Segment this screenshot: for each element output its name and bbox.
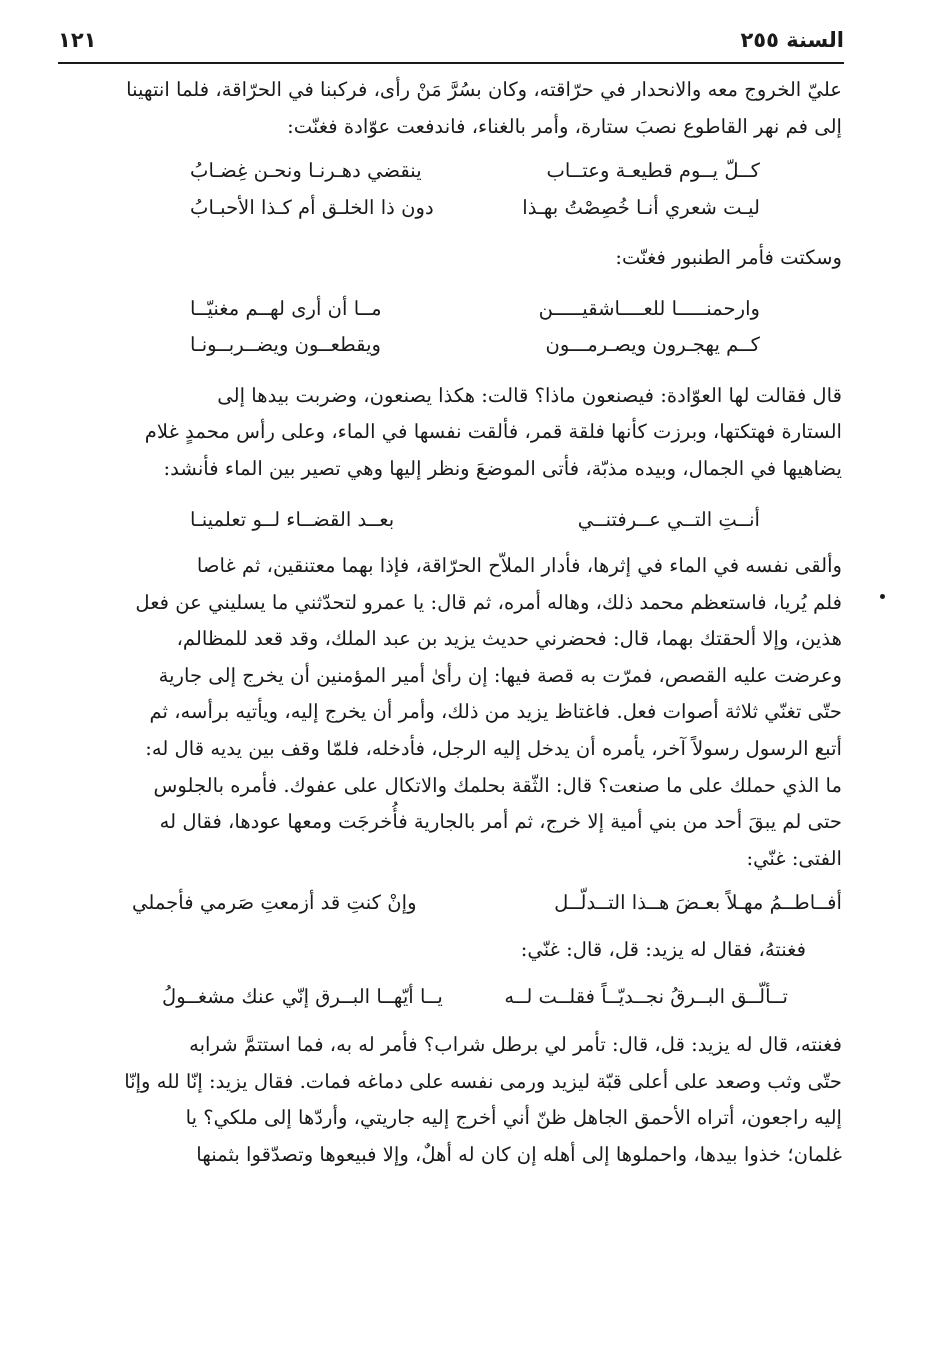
text-line: غلمان؛ خذوا بيدها، واحملوها إلى أهله إن كان له أهلٌ، وإلا فبيعوها وتصدّقوا بثمنها <box>196 1142 842 1166</box>
verse-first-hemistich: كــم يهجـرون ويصـرمـــون <box>545 333 760 357</box>
poem-5 <box>62 979 842 1016</box>
running-title-year: السنة ٢٥٥ <box>740 28 844 52</box>
text-line: حتّى وثب وصعد على أعلى قبّة ليزيد ورمى نفسه على دماغه فمات. فقال يزيد: إنّا لله وإنّا <box>124 1069 842 1093</box>
verse-line <box>62 153 842 190</box>
paragraph-1 <box>62 72 842 145</box>
verse-second-hemistich: ويقطعــون ويضــربــونـا <box>190 333 381 357</box>
poem-2 <box>62 291 842 364</box>
text-line: قال فقالت لها العوّادة: فيصنعون ماذا؟ قالت: هكذا يصنعون، وضربت بيدها إلى <box>217 383 842 407</box>
text-line: حتى لم يبقَ أحد من بني أمية إلا خرج، ثم أمر بالجارية فأُخرجَت ومعها عودها، فقال له <box>159 810 842 834</box>
header-rule <box>58 62 844 64</box>
text-line: وألقى نفسه في الماء في إثرها، فأدار الملاّح الحرّاقة، فإذا بهما معتنقين، ثم غاصا <box>196 554 842 578</box>
verse-first-hemistich: ليـت شعري أنـا خُصِصْتُ بهـذا <box>522 195 760 219</box>
verse-line <box>62 502 842 539</box>
verse-second-hemistich: مــا أن أرى لهــم مغنيّــا <box>190 296 382 320</box>
text-line: فغنته، قال له يزيد: قل، قال: تأمر لي برطل شراب؟ فأمر له به، فما استتمَّ شرابه <box>189 1033 842 1056</box>
verse-first-hemistich: وارحمنـــــا للعــــاشقيـــــن <box>538 296 760 320</box>
text-line: الفتى: غنّي: <box>746 846 842 870</box>
verse-first-hemistich: تــألّــق البــرقُ نجــديّــاً فقلــت لــه <box>504 984 788 1008</box>
margin-dot <box>880 594 885 599</box>
text-line: وعرضت عليه القصص، فمرّت به قصة فيها: إن رأىٰ أمير المؤمنين أن يخرج إلى جارية <box>158 663 842 687</box>
text-line: حتّى تغنّي ثلاثة أصوات فعل. فاغتاظ يزيد من ذلك، وأمر أن يخرج إليه، ويأتيه برأسه، ثم <box>149 700 842 724</box>
text-line: عليّ الخروج معه والانحدار في حرّاقته، وكان بسُرَّ مَنْ رأى، فركبنا في الحرّاقة، فلما انتهينا <box>126 78 842 101</box>
verse-line <box>62 291 842 328</box>
verse-second-hemistich: يــا أيّهــا البــرق إنّي عنك مشغــولُ <box>162 984 443 1008</box>
verse-first-hemistich: أفــاطــمُ مهـلاً بعـضَ هــذا التــدلّــل <box>554 891 842 915</box>
text-line: الستارة فهتكتها، وبرزت كأنها فلقة قمر، فألقت نفسها في الماء، وعلى رأس محمدٍ غلام <box>144 420 842 444</box>
verse-line <box>62 885 842 922</box>
text-line: وسكتت فأمر الطنبور فغنّت: <box>615 246 842 270</box>
poem-1 <box>62 153 842 226</box>
text-line: هذين، وإلا ألحقتك بهما، قال: فحضرني حديث يزيد بن عبد الملك، وقد قعد للمظالم، <box>176 627 842 651</box>
verse-second-hemistich: ينقضي دهـرنـا ونحـن غِضـابُ <box>190 159 422 183</box>
text-line: يضاهيها في الجمال، وبيده مذبّة، فأتى الموضعَ ونظر إليها وهي تصير بين الماء فأنشد: <box>163 456 842 480</box>
paragraph-5 <box>62 932 842 969</box>
poem-4 <box>62 885 842 922</box>
text-line: فغنتهُ، فقال له يزيد: قل، قال: غنّي: <box>520 937 806 961</box>
paragraph-3 <box>62 378 842 488</box>
verse-line <box>62 190 842 227</box>
verse-line <box>62 979 842 1016</box>
verse-first-hemistich: أنــتِ التــي عــرفتنــي <box>577 507 760 531</box>
text-line: إلى فم نهر القاطوع نصبَ ستارة، وأمر بالغناء، فاندفعت عوّادة فغنّت: <box>287 114 842 138</box>
text-line: أتبع الرسول رسولاً آخر، يأمره أن يدخل إليه الرجل، فأدخله، فلمّا وقف بين يديه قال له: <box>145 737 842 761</box>
verse-line <box>62 327 842 364</box>
paragraph-2 <box>62 240 842 277</box>
page-number: ١٢١ <box>58 28 97 52</box>
text-line: فلم يُريا، فاستعظم محمد ذلك، وهاله أمره، ثم قال: يا عمرو لتحدّثني ما يسليني عن فعل <box>135 590 842 614</box>
running-header <box>58 22 844 62</box>
page-body <box>62 72 842 1173</box>
verse-second-hemistich: دون ذا الخلـق أم كـذا الأحبـابُ <box>190 195 434 219</box>
verse-second-hemistich: وإنْ كنتِ قد أزمعتِ صَرمي فأجملي <box>132 891 417 915</box>
poem-3 <box>62 502 842 539</box>
paragraph-4 <box>62 548 842 877</box>
verse-first-hemistich: كــلّ يــوم قطيعـة وعتــاب <box>546 159 760 183</box>
text-line: إليه راجعون، أتراه الأحمق الجاهل ظنّ أني أخرج إليه جاريتي، وأردّها إلى ملكي؟ يا <box>185 1106 842 1130</box>
verse-second-hemistich: بعــد القضــاء لــو تعلمينـا <box>190 507 395 531</box>
paragraph-6 <box>62 1027 842 1173</box>
text-line: ما الذي حملك على ما صنعت؟ قال: الثّقة بحلمك والاتكال على عفوك. فأمره بالجلوس <box>153 773 842 797</box>
